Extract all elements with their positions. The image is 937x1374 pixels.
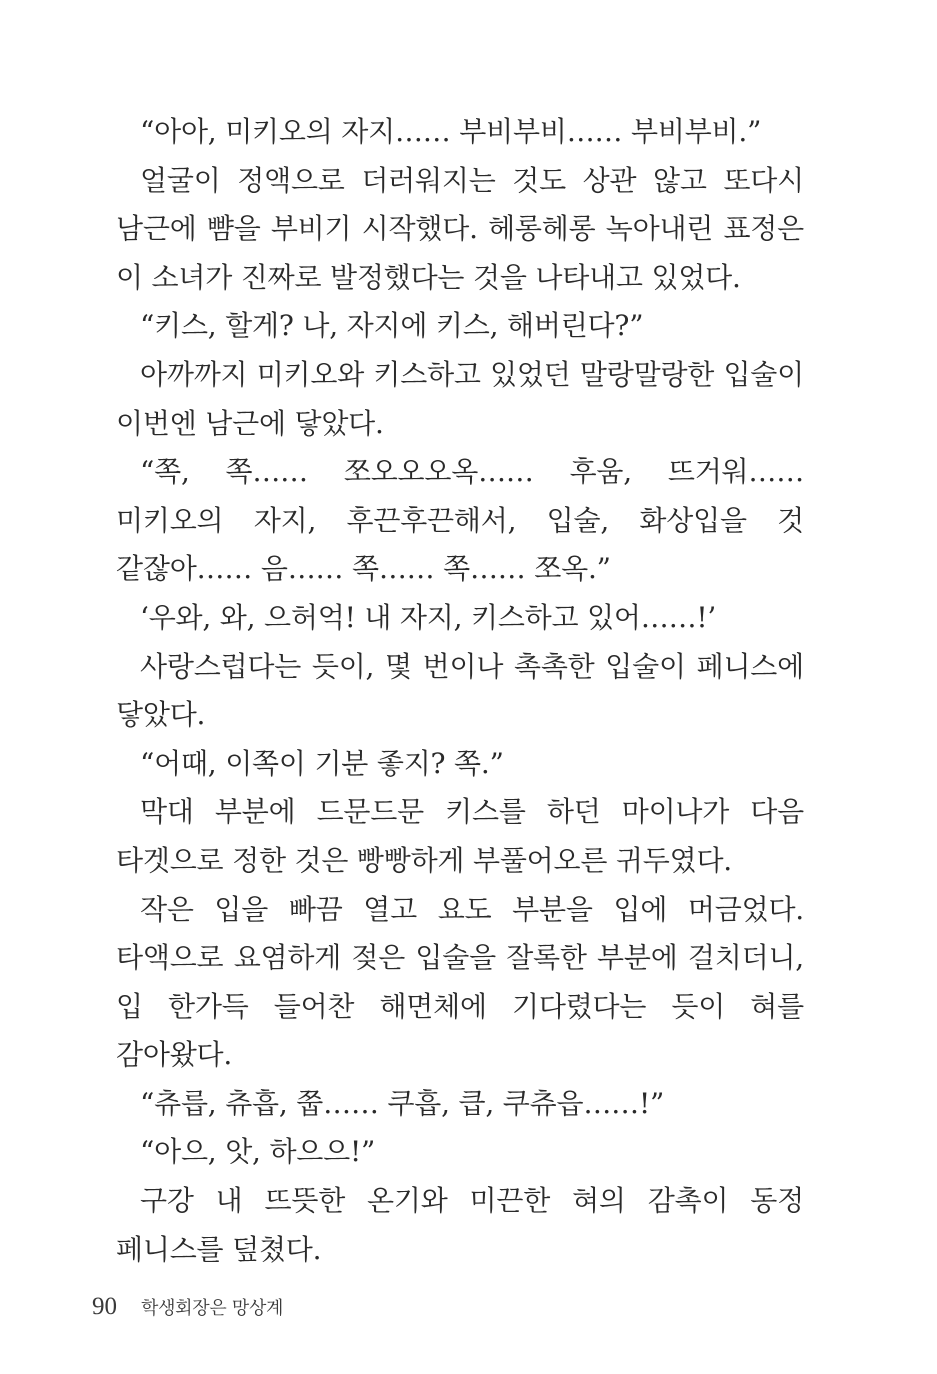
- paragraph: ‘우와, 와, 으허억! 내 자지, 키스하고 있어……!’: [140, 600, 717, 634]
- paragraph: 작은 입을 빠끔 열고 요도 부분을 입에 머금었다. 타액으로 요염하게 젖은 입술을 잘록한 부분에 걸치더니, 입 한가득 들어찬 해면체에 기다렸다는 듯이 혀를 감아왔다.: [116, 892, 804, 1072]
- paragraph: “쪽, 쪽…… 쪼오오오옥…… 후움, 뜨거워…… 미키오의 자지, 후끈후끈해서, 입술, 화상입을 것 같잖아…… 음…… 쪽…… 쪽…… 쪼옥.”: [116, 455, 804, 586]
- paragraph: “키스, 할게? 나, 자지에 키스, 해버린다?”: [140, 309, 644, 343]
- page-number: 90: [92, 1293, 117, 1320]
- paragraph: 아까까지 미키오와 키스하고 있었던 말랑말랑한 입술이 이번엔 남근에 닿았다.: [116, 357, 804, 440]
- body-text: [116, 108, 804, 1274]
- paragraph: 구강 내 뜨뜻한 온기와 미끈한 혀의 감촉이 동정 페니스를 덮쳤다.: [116, 1184, 804, 1266]
- page-footer: [92, 1293, 283, 1321]
- book-title: 학생회장은 망상계: [141, 1298, 284, 1319]
- paragraph: “아아, 미키오의 자지…… 부비부비…… 부비부비.”: [140, 115, 762, 148]
- paragraph: 사랑스럽다는 듯이, 몇 번이나 촉촉한 입술이 페니스에 닿았다.: [116, 649, 804, 732]
- paragraph: “츄릅, 츄흡, 쭙…… 쿠흡, 큽, 쿠츄읍……!”: [140, 1086, 665, 1120]
- paragraph: “어때, 이쪽이 기분 좋지? 쪽.”: [140, 746, 504, 780]
- paragraph: “아으, 앗, 하으으!”: [140, 1135, 376, 1169]
- paragraph: 얼굴이 정액으로 더러워지는 것도 상관 않고 또다시 남근에 뺨을 부비기 시작했다. 헤롱헤롱 녹아내린 표정은 이 소녀가 진짜로 발정했다는 것을 나타내고 있었다.: [116, 163, 804, 294]
- paragraph: 막대 부분에 드문드문 키스를 하던 마이나가 다음 타겟으로 정한 것은 빵빵하게 부풀어오른 귀두였다.: [116, 795, 804, 877]
